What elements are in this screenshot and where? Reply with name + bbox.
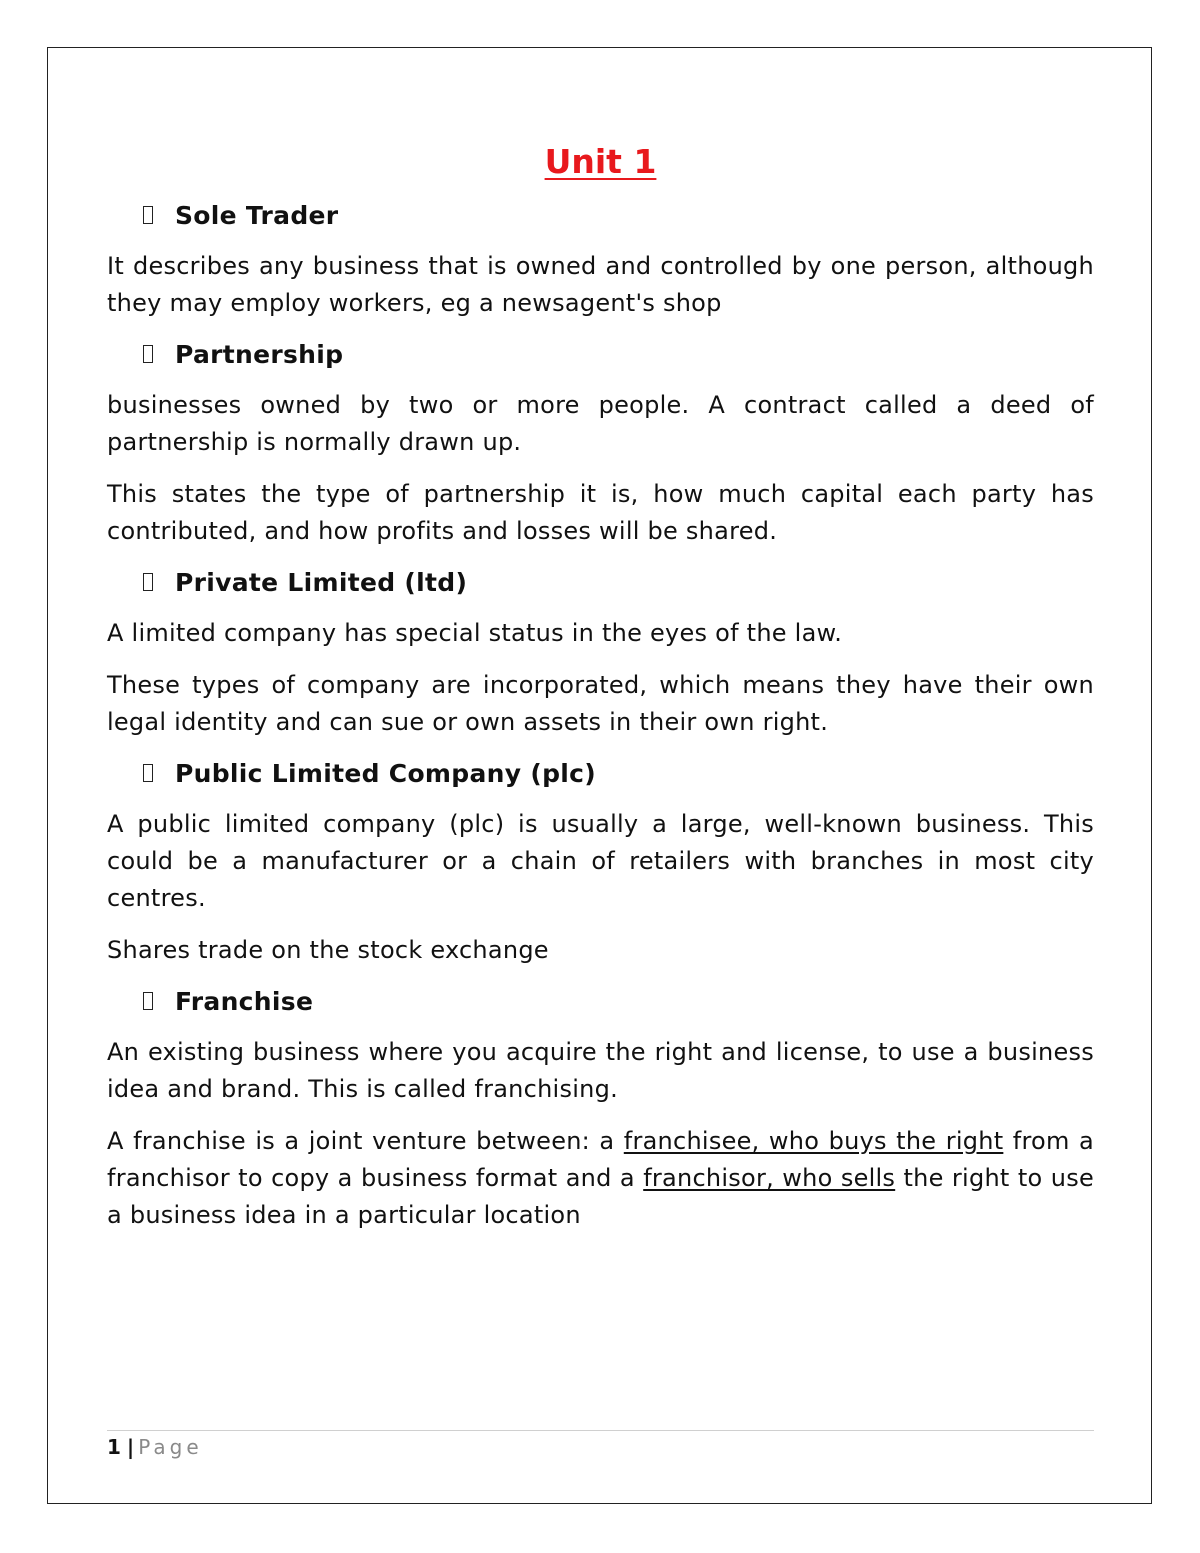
heading-text: Sole Trader — [175, 200, 339, 230]
paragraph: An existing business where you acquire the right and license, to use a business idea and brand. This is called franchising. — [107, 1038, 1094, 1103]
page-number: 1 — [107, 1435, 121, 1459]
heading-text: Franchise — [175, 986, 314, 1016]
section-heading-franchise — [107, 984, 1094, 1018]
paragraph-franchise-definition — [107, 1123, 1094, 1234]
bullet-icon — [143, 764, 153, 782]
heading-text: Private Limited (ltd) — [175, 567, 468, 597]
paragraph: A public limited company (plc) is usually a large, well-known business. This could be a manufacturer or a chain of retailers with branches in most city centres. — [107, 810, 1094, 912]
paragraph: This states the type of partnership it is, how much capital each party has contributed, and how profits and losses will be shared. — [107, 480, 1094, 545]
footer-separator: | — [126, 1435, 135, 1459]
paragraph: Shares trade on the stock exchange — [107, 936, 549, 964]
section-heading-sole-trader — [107, 198, 1094, 232]
paragraph: These types of company are incorporated, which means they have their own legal identity and can sue or own assets in their own right. — [107, 671, 1094, 736]
page-footer — [107, 1430, 1094, 1459]
paragraph: businesses owned by two or more people. A contract called a deed of partnership is normally drawn up. — [107, 391, 1094, 456]
underlined-text: franchisor, who sells — [643, 1164, 896, 1192]
bullet-icon — [143, 345, 153, 363]
underlined-text: franchisee, who buys the right — [623, 1127, 1004, 1155]
heading-text: Public Limited Company (plc) — [175, 758, 596, 788]
bullet-icon — [143, 992, 153, 1010]
text-run: from a franchisor to copy a business format and a — [107, 1127, 1094, 1192]
bullet-icon — [143, 573, 153, 591]
text-run: the right to use a business idea in a particular location — [107, 1164, 1095, 1229]
page-title: Unit 1 — [544, 142, 657, 181]
bullet-icon — [143, 206, 153, 224]
heading-text: Partnership — [175, 339, 344, 369]
section-heading-partnership — [107, 337, 1094, 371]
page-label: Page — [138, 1435, 203, 1459]
paragraph: A limited company has special status in the eyes of the law. — [107, 619, 843, 647]
text-run: A franchise is a joint venture between: a — [107, 1127, 624, 1155]
paragraph: It describes any business that is owned and controlled by one person, although they may employ workers, eg a newsagent's shop — [107, 252, 1094, 317]
document-body — [107, 140, 1094, 1249]
section-heading-public-limited — [107, 756, 1094, 790]
section-heading-private-limited — [107, 565, 1094, 599]
